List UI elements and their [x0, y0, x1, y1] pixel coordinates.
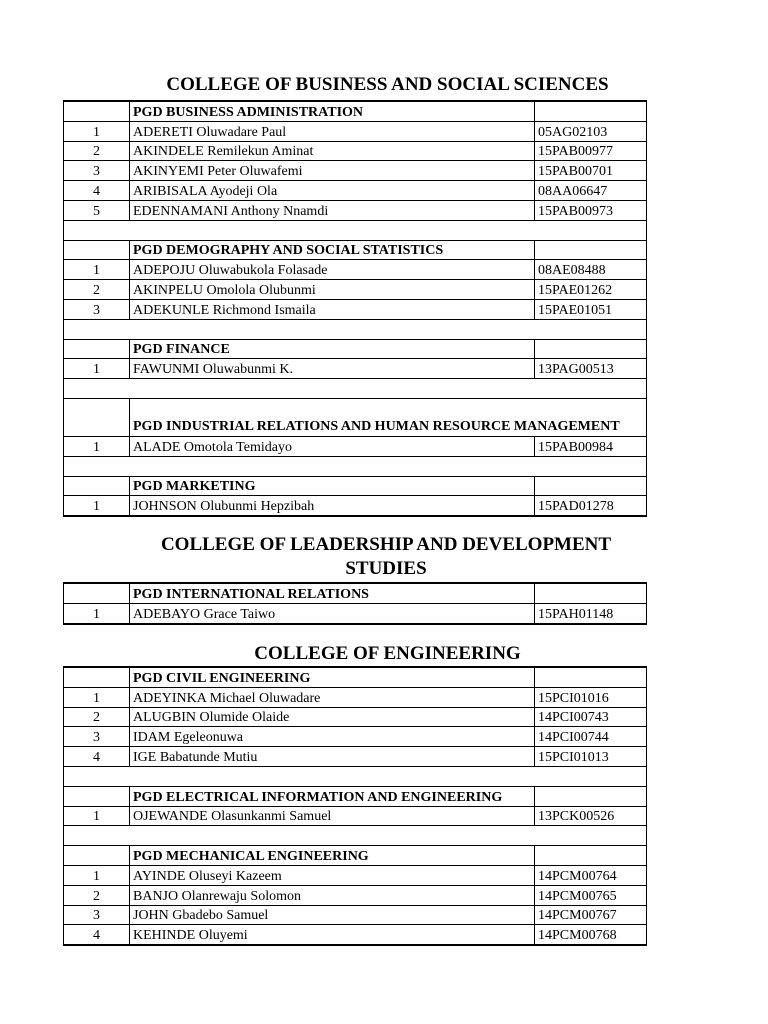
student-name: OJEWANDE Olasunkanmi Samuel — [130, 806, 535, 826]
table-row — [64, 436, 647, 456]
programme-heading-row — [64, 583, 647, 603]
matric-number: 14PCM00765 — [535, 885, 647, 905]
programme-heading-row — [64, 240, 647, 260]
serial-number: 4 — [64, 747, 130, 767]
matric-number: 14PCI00744 — [535, 727, 647, 747]
serial-number: 1 — [64, 436, 130, 456]
matric-number: 15PAB00973 — [535, 200, 647, 220]
student-name: ADEBAYO Grace Taiwo — [130, 603, 535, 623]
matric-number: 08AE08488 — [535, 260, 647, 280]
serial-number: 1 — [64, 260, 130, 280]
programme-heading-row — [64, 786, 647, 806]
matric-number: 05AG02103 — [535, 121, 647, 141]
matric-number: 15PAD01278 — [535, 496, 647, 516]
spacer-row — [64, 319, 647, 339]
table-row — [64, 161, 647, 181]
table-row — [64, 905, 647, 925]
table-row — [64, 260, 647, 280]
matric-number: 13PCK00526 — [535, 806, 647, 826]
matric-number: 14PCM00767 — [535, 905, 647, 925]
matric-number: 15PCI01013 — [535, 747, 647, 767]
serial-number: 1 — [64, 496, 130, 516]
programme-name: PGD BUSINESS ADMINISTRATION — [130, 101, 535, 121]
table-row — [64, 181, 647, 201]
programme-heading-row — [64, 476, 647, 496]
student-name: JOHNSON Olubunmi Hepzibah — [130, 496, 535, 516]
programme-name: PGD ELECTRICAL INFORMATION AND ENGINEERING — [130, 786, 535, 806]
table-row — [64, 925, 647, 945]
serial-number: 2 — [64, 141, 130, 161]
student-name: JOHN Gbadebo Samuel — [130, 905, 535, 925]
student-name: AKINDELE Remilekun Aminat — [130, 141, 535, 161]
student-name: AKINPELU Omolola Olubunmi — [130, 280, 535, 300]
matric-number: 15PCI01016 — [535, 687, 647, 707]
table-row — [64, 299, 647, 319]
serial-number: 3 — [64, 299, 130, 319]
college-table — [63, 100, 647, 517]
programme-name: PGD MARKETING — [130, 476, 535, 496]
spacer-row — [64, 766, 647, 786]
serial-number: 3 — [64, 161, 130, 181]
student-name: ADEKUNLE Richmond Ismaila — [130, 299, 535, 319]
student-name: ALUGBIN Olumide Olaide — [130, 707, 535, 727]
spacer-row — [64, 220, 647, 240]
college-title: COLLEGE OF LEADERSHIP AND DEVELOPMENT STUDIES — [160, 534, 612, 579]
programme-name: PGD FINANCE — [130, 339, 535, 359]
matric-number: 14PCI00743 — [535, 707, 647, 727]
programme-heading-row — [64, 101, 647, 121]
college-title: COLLEGE OF ENGINEERING — [254, 643, 521, 664]
spacer-row — [64, 456, 647, 476]
serial-number: 1 — [64, 865, 130, 885]
table-row — [64, 806, 647, 826]
programme-heading-row — [64, 846, 647, 866]
table-row — [64, 747, 647, 767]
table-row — [64, 141, 647, 161]
programme-name: PGD INDUSTRIAL RELATIONS AND HUMAN RESOURCE MANAGEMENT — [130, 398, 647, 436]
programme-name: PGD MECHANICAL ENGINEERING — [130, 846, 535, 866]
programme-heading-row — [64, 339, 647, 359]
student-name: ADERETI Oluwadare Paul — [130, 121, 535, 141]
matric-number: 15PAH01148 — [535, 603, 647, 623]
serial-number: 3 — [64, 905, 130, 925]
student-name: ARIBISALA Ayodeji Ola — [130, 181, 535, 201]
student-name: AYINDE Oluseyi Kazeem — [130, 865, 535, 885]
student-name: IGE Babatunde Mutiu — [130, 747, 535, 767]
student-name: IDAM Egeleonuwa — [130, 727, 535, 747]
matric-number: 13PAG00513 — [535, 359, 647, 379]
matric-number: 15PAB00977 — [535, 141, 647, 161]
college-table — [63, 582, 647, 625]
matric-number: 08AA06647 — [535, 181, 647, 201]
serial-number: 2 — [64, 707, 130, 727]
table-row — [64, 727, 647, 747]
programme-heading-row — [64, 398, 647, 436]
student-name: ALADE Omotola Temidayo — [130, 436, 535, 456]
table-row — [64, 603, 647, 623]
student-name: BANJO Olanrewaju Solomon — [130, 885, 535, 905]
matric-number: 14PCM00764 — [535, 865, 647, 885]
student-name: AKINYEMI Peter Oluwafemi — [130, 161, 535, 181]
programme-name: PGD CIVIL ENGINEERING — [130, 667, 535, 687]
student-name: KEHINDE Oluyemi — [130, 925, 535, 945]
serial-number: 2 — [64, 280, 130, 300]
matric-number: 15PAB00701 — [535, 161, 647, 181]
matric-number: 14PCM00768 — [535, 925, 647, 945]
serial-number: 2 — [64, 885, 130, 905]
student-name: EDENNAMANI Anthony Nnamdi — [130, 200, 535, 220]
serial-number: 5 — [64, 200, 130, 220]
spacer-row — [64, 379, 647, 399]
serial-number: 1 — [64, 121, 130, 141]
table-row — [64, 885, 647, 905]
table-row — [64, 687, 647, 707]
serial-number: 4 — [64, 181, 130, 201]
matric-number: 15PAB00984 — [535, 436, 647, 456]
table-row — [64, 280, 647, 300]
serial-number: 4 — [64, 925, 130, 945]
serial-number: 1 — [64, 603, 130, 623]
table-row — [64, 865, 647, 885]
spacer-row — [64, 826, 647, 846]
table-row — [64, 707, 647, 727]
student-name: FAWUNMI Oluwabunmi K. — [130, 359, 535, 379]
serial-number: 3 — [64, 727, 130, 747]
serial-number: 1 — [64, 806, 130, 826]
programme-name: PGD INTERNATIONAL RELATIONS — [130, 583, 535, 603]
student-name: ADEYINKA Michael Oluwadare — [130, 687, 535, 707]
table-row — [64, 200, 647, 220]
programme-name: PGD DEMOGRAPHY AND SOCIAL STATISTICS — [130, 240, 535, 260]
matric-number: 15PAE01262 — [535, 280, 647, 300]
college-title: COLLEGE OF BUSINESS AND SOCIAL SCIENCES — [166, 74, 609, 95]
serial-number: 1 — [64, 687, 130, 707]
table-row — [64, 496, 647, 516]
table-row — [64, 121, 647, 141]
college-table — [63, 666, 647, 946]
programme-heading-row — [64, 667, 647, 687]
table-row — [64, 359, 647, 379]
serial-number: 1 — [64, 359, 130, 379]
student-name: ADEPOJU Oluwabukola Folasade — [130, 260, 535, 280]
matric-number: 15PAE01051 — [535, 299, 647, 319]
